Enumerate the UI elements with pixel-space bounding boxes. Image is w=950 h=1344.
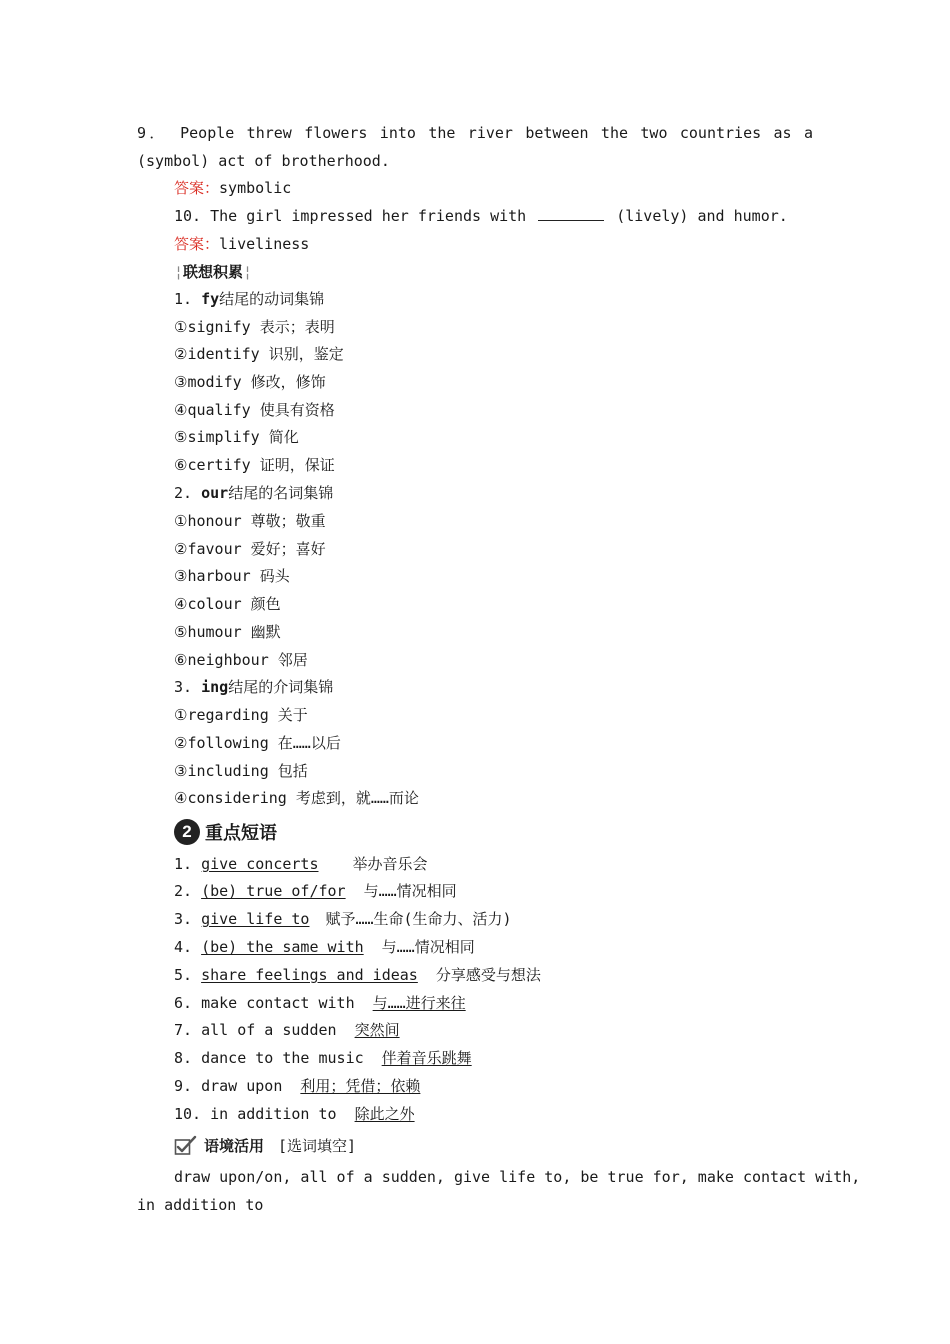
phrase-en: give concerts [201, 855, 319, 873]
q10-blank[interactable] [538, 206, 604, 221]
q10-text-before: 10. The girl impressed her friends with [174, 207, 527, 225]
phrase-zh: 利用；凭借；依赖 [300, 1077, 421, 1095]
list-item: ③harbour 码头 [174, 567, 290, 585]
list-item: ②following 在……以后 [174, 734, 341, 752]
group-heading-1: 1. fy结尾的动词集锦 [174, 290, 325, 308]
pen-check-icon [174, 1134, 198, 1156]
context-use-heading [174, 1132, 356, 1158]
q9-line2: (symbol) act of brotherhood. [137, 152, 390, 170]
phrase-row: 4. (be) the same with 与……情况相同 [174, 938, 475, 956]
word-bank-line1: draw upon/on, all of a sudden, give life to, be true for, make contact with, [174, 1168, 861, 1186]
q10-line [174, 206, 788, 226]
list-item: ④qualify 使具有资格 [174, 401, 335, 419]
phrase-row: 1. give concerts 举办音乐会 [174, 855, 428, 873]
q10-answer [174, 234, 309, 254]
phrase-zh: 分享感受与想法 [435, 966, 541, 984]
phrase-en: make contact with [201, 994, 355, 1012]
answer-text: symbolic [219, 179, 292, 197]
context-use-bracket: [选词填空] [278, 1136, 357, 1155]
phrase-en: in addition to [210, 1105, 337, 1123]
phrase-zh: 突然间 [354, 1021, 400, 1039]
association-title: ¦联想积累¦ [174, 263, 253, 281]
answer-text: liveliness [219, 235, 310, 253]
phrase-zh: 伴着音乐跳舞 [381, 1049, 472, 1067]
phrase-row: 2. (be) true of/for 与……情况相同 [174, 882, 457, 900]
phrase-en: dance to the music [201, 1049, 364, 1067]
title-bar-left: ¦ [174, 263, 184, 281]
phrase-zh: 与……进行来往 [372, 994, 466, 1012]
phrase-zh: 与……情况相同 [381, 938, 475, 956]
answer-label: 答案： [174, 235, 220, 253]
list-item: ④considering 考虑到，就……而论 [174, 789, 419, 807]
phrase-row: 5. share feelings and ideas 分享感受与想法 [174, 966, 541, 984]
phrase-row: 10. in addition to 除此之外 [174, 1105, 415, 1123]
title-bar-right: ¦ [243, 263, 253, 281]
q10-text-after: (lively) and humor. [616, 207, 788, 225]
phrase-en: share feelings and ideas [201, 966, 418, 984]
q9-answer [174, 178, 291, 198]
list-item: ①regarding 关于 [174, 706, 308, 724]
context-use-title: 语境活用 [204, 1136, 265, 1155]
list-item: ⑥neighbour 邻居 [174, 651, 308, 669]
phrase-en: draw upon [201, 1077, 283, 1095]
list-item: ①signify 表示；表明 [174, 318, 335, 336]
q9-line1: 9． People threw flowers into the river between the two countries as a [137, 124, 813, 142]
phrase-row: 3. give life to 赋予……生命(生命力、活力) [174, 910, 512, 928]
list-item: ③modify 修改，修饰 [174, 373, 326, 391]
section-title: 重点短语 [205, 823, 277, 844]
answer-label: 答案： [174, 179, 220, 197]
word-bank-line2: in addition to [137, 1196, 264, 1214]
list-item: ⑥certify 证明，保证 [174, 456, 335, 474]
phrase-row: 9. draw upon 利用；凭借；依赖 [174, 1077, 421, 1095]
list-item: ④colour 颜色 [174, 595, 281, 613]
section-heading [174, 818, 277, 846]
group-heading-2: 2. our结尾的名词集锦 [174, 484, 334, 502]
phrase-zh: 赋予……生命(生命力、活力) [325, 910, 512, 928]
phrase-zh: 与……情况相同 [363, 882, 457, 900]
list-item: ③including 包括 [174, 762, 308, 780]
phrase-zh: 除此之外 [354, 1105, 415, 1123]
list-item: ①honour 尊敬；敬重 [174, 512, 326, 530]
phrase-zh: 举办音乐会 [352, 855, 428, 873]
phrase-row: 7. all of a sudden 突然间 [174, 1021, 400, 1039]
group-heading-3: 3. ing结尾的介词集锦 [174, 678, 334, 696]
phrase-en: (be) the same with [201, 938, 364, 956]
phrase-row: 6. make contact with 与……进行来往 [174, 994, 466, 1012]
phrase-en: all of a sudden [201, 1021, 337, 1039]
circle-number-icon: 2 [174, 819, 200, 845]
list-item: ②favour 爱好；喜好 [174, 540, 326, 558]
list-item: ②identify 识别，鉴定 [174, 345, 344, 363]
phrase-row: 8. dance to the music 伴着音乐跳舞 [174, 1049, 472, 1067]
list-item: ⑤simplify 简化 [174, 428, 299, 446]
phrase-en: give life to [201, 910, 310, 928]
phrase-en: (be) true of/for [201, 882, 346, 900]
list-item: ⑤humour 幽默 [174, 623, 281, 641]
